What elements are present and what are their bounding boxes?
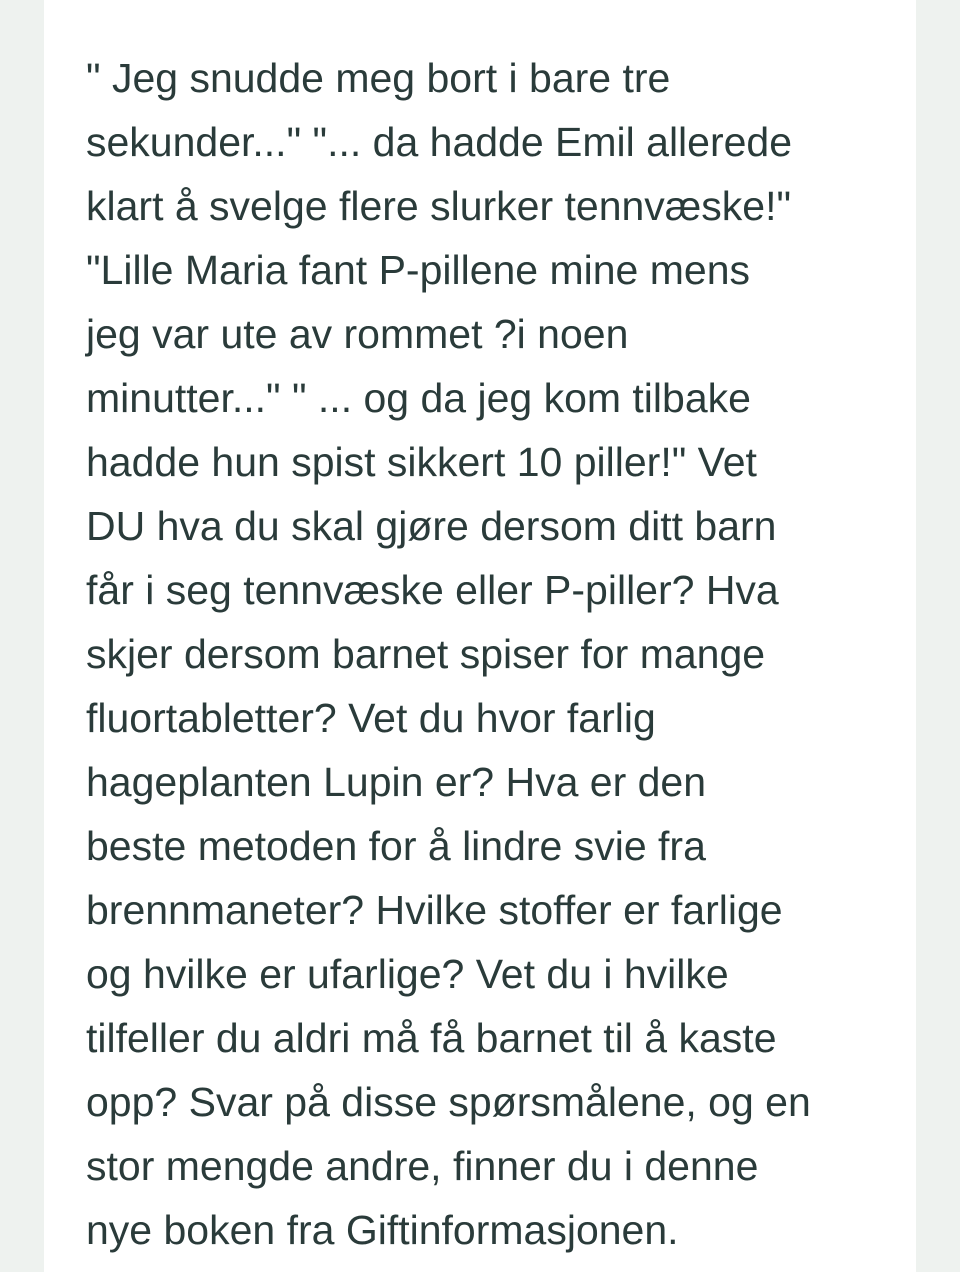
description-line: jeg var ute av rommet ?i noen: [86, 311, 629, 357]
description-line: stor mengde andre, finner du i denne: [86, 1143, 759, 1189]
description-line: " Jeg snudde meg bort i bare tre: [86, 55, 671, 101]
description-line: hadde hun spist sikkert 10 piller!" Vet: [86, 439, 757, 485]
description-line: får i seg tennvæske eller P-piller? Hva: [86, 567, 779, 613]
description-line: klart å svelge flere slurker tennvæske!": [86, 183, 792, 229]
description-line: tilfeller du aldri må få barnet til å kaste: [86, 1015, 777, 1061]
description-line: sekunder..." "... da hadde Emil allerede: [86, 119, 793, 165]
content-panel: [44, 0, 916, 1272]
description-line: og hvilke er ufarlige? Vet du i hvilke: [86, 951, 729, 997]
description-line: "Lille Maria fant P-pillene mine mens: [86, 247, 751, 293]
description-line: beste metoden for å lindre svie fra: [86, 823, 706, 869]
description-line: skjer dersom barnet spiser for mange: [86, 631, 766, 677]
description-line: hageplanten Lupin er? Hva er den: [86, 759, 707, 805]
description-line: brennmaneter? Hvilke stoffer er farlige: [86, 887, 783, 933]
description-line: nye boken fra Giftinformasjonen.: [86, 1207, 679, 1253]
description-line: opp? Svar på disse spørsmålene, og en: [86, 1079, 811, 1125]
description-line: fluortabletter? Vet du hvor farlig: [86, 695, 656, 741]
description-line: DU hva du skal gjøre dersom ditt barn: [86, 503, 777, 549]
book-description: [86, 46, 886, 1262]
description-line: minutter..." " ... og da jeg kom tilbake: [86, 375, 751, 421]
